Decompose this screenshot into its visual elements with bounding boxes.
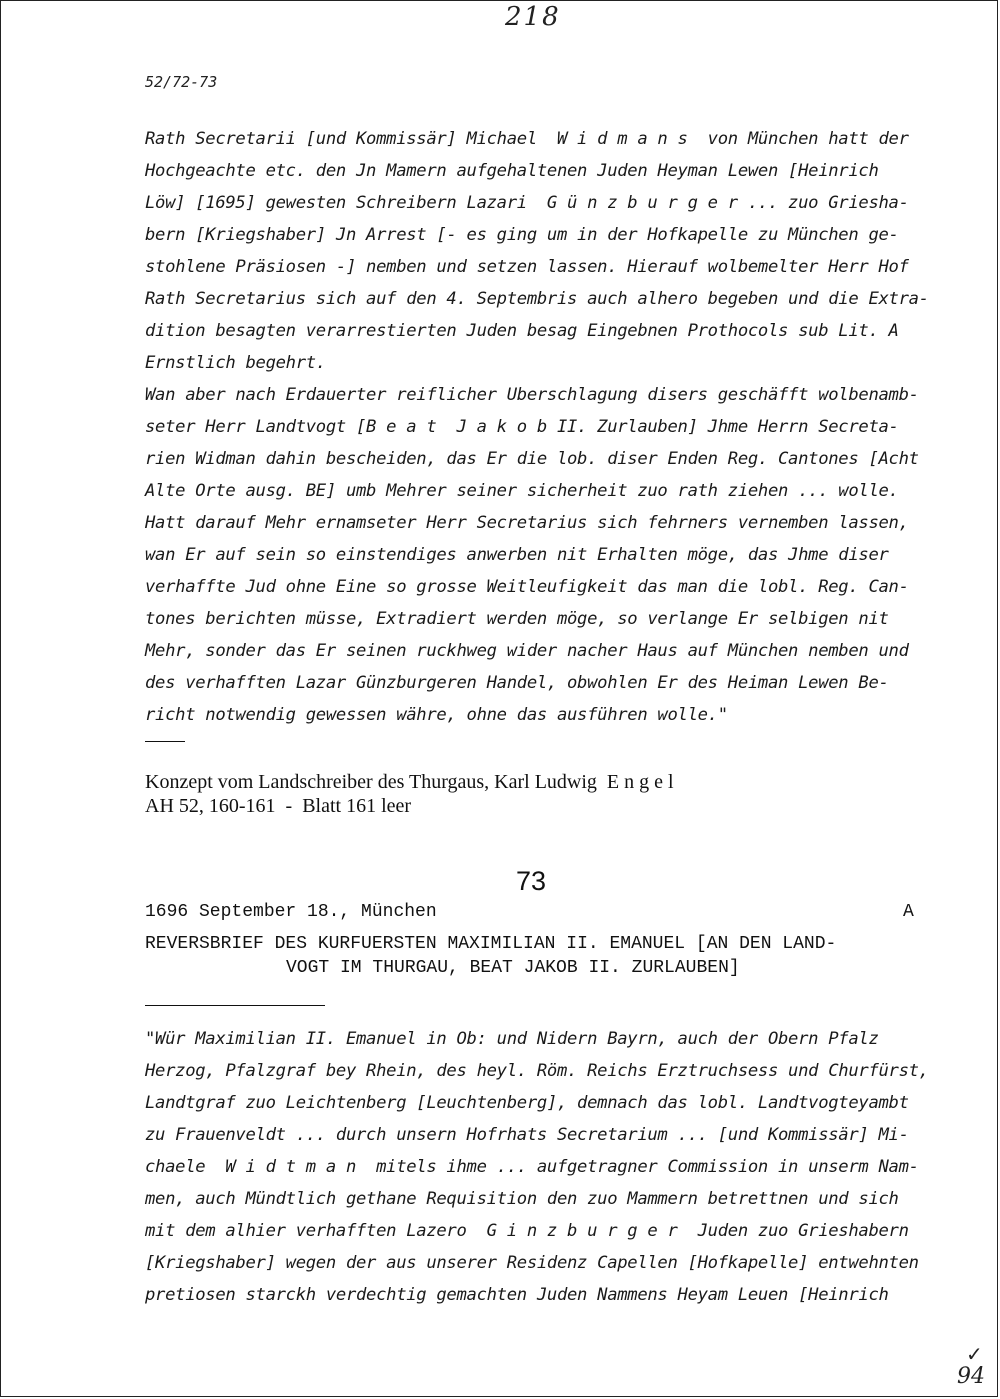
handwritten-folio-number: 94 <box>957 1364 985 1389</box>
date-place: 1696 September 18., München <box>145 902 437 922</box>
quote-line: "Wür Maximilian II. Emanuel in Ob: und Nidern Bayrn, auch der Obern Pfalz <box>145 1029 879 1049</box>
text-line: Rath Secretarii [und Kommissär] Michael W i d m a n s von München hatt der <box>145 129 909 149</box>
quote-line: mit dem alhier verhafften Lazero G i n z b u r g e r Juden zuo Grieshabern <box>145 1221 909 1241</box>
quote-line: pretiosen starckh verdechtig gemachten Juden Nammens Heyam Leuen [Heinrich <box>145 1285 889 1305</box>
quote-line: chaele W i d t m a n mitels ihme ... aufgetragner Commission in unserm Nam- <box>145 1157 919 1177</box>
text-line: verhaffte Jud ohne Eine so grosse Weitleufigkeit das man die lobl. Reg. Can- <box>145 577 909 597</box>
quote-line: Landtgraf zuo Leichtenberg [Leuchtenberg], demnach das lobl. Landtvogteyambt <box>145 1093 909 1113</box>
document-number: 73 <box>516 866 547 896</box>
text-line: rien Widman dahin bescheiden, das Er die lob. diser Enden Reg. Cantones [Acht <box>145 449 919 469</box>
text-line: Hochgeachte etc. den Jn Mamern aufgehaltenen Juden Heyman Lewen [Heinrich <box>145 161 879 181</box>
text-line: Mehr, sonder das Er seinen ruckhweg wider nacher Haus auf München nemben und <box>145 641 909 661</box>
text-line: seter Herr Landtvogt [B e a t J a k o b II. Zurlauben] Jhme Herrn Secreta- <box>145 417 899 437</box>
text-line: Alte Orte ausg. BE] umb Mehrer seiner sicherheit zuo rath ziehen ... wolle. <box>145 481 899 501</box>
text-line: dition besagten verarrestierten Juden besag Eingebnen Prothocols sub Lit. A <box>145 321 899 341</box>
quote-line: men, auch Mündtlich gethane Requisition den zuo Mammern betrettnen und sich <box>145 1189 899 1209</box>
document-title: REVERSBRIEF DES KURFUERSTEN MAXIMILIAN II. EMANUEL [AN DEN LAND- <box>145 934 837 954</box>
text-line: richt notwendig gewessen währe, ohne das ausführen wolle." <box>145 705 728 725</box>
text-line: stohlene Präsiosen -] nemben und setzen lassen. Hierauf wolbemelter Herr Hof <box>145 257 909 277</box>
text-line: Ernstlich begehrt. <box>145 353 326 373</box>
document-title: VOGT IM THURGAU, BEAT JAKOB II. ZURLAUBEN] <box>286 958 740 978</box>
check-mark-icon: ✓ <box>966 1342 983 1366</box>
separator-rule <box>145 1005 325 1006</box>
letter-code: A <box>903 902 914 922</box>
text-line: Löw] [1695] gewesten Schreibern Lazari G ü n z b u r g e r ... zuo Griesha- <box>145 193 909 213</box>
separator-rule <box>145 741 185 742</box>
text-line: tones berichten müsse, Extradiert werden möge, so verlange Er selbigen nit <box>145 609 889 629</box>
handwritten-page-number: 218 <box>505 2 561 32</box>
source-note-line: Konzept vom Landschreiber des Thurgaus, Karl Ludwig E n g e l <box>145 771 674 793</box>
quote-line: zu Frauenveldt ... durch unsern Hofrhats Secretarium ... [und Kommissär] Mi- <box>145 1125 909 1145</box>
text-line: bern [Kriegshaber] Jn Arrest [- es ging um in der Hofkapelle zu München ge- <box>145 225 899 245</box>
text-line: Wan aber nach Erdauerter reiflicher Uberschlagung disers geschäfft wolbenamb- <box>145 385 919 405</box>
text-line: wan Er auf sein so einstendiges anwerben nit Erhalten möge, das Jhme diser <box>145 545 889 565</box>
quote-line: [Kriegshaber] wegen der aus unserer Residenz Capellen [Hofkapelle] entwehnten <box>145 1253 919 1273</box>
quote-line: Herzog, Pfalzgraf bey Rhein, des heyl. Röm. Reichs Erztruchsess und Churfürst, <box>145 1061 929 1081</box>
text-line: Hatt darauf Mehr ernamseter Herr Secretarius sich fehrners vernemben lassen, <box>145 513 909 533</box>
text-line: Rath Secretarius sich auf den 4. Septembris auch alhero begeben und die Extra- <box>145 289 929 309</box>
text-line: des verhafften Lazar Günzburgeren Handel, obwohlen Er des Heiman Lewen Be- <box>145 673 889 693</box>
source-note-line: AH 52, 160-161 - Blatt 161 leer <box>145 795 412 817</box>
reference-number: 52/72-73 <box>145 73 218 91</box>
